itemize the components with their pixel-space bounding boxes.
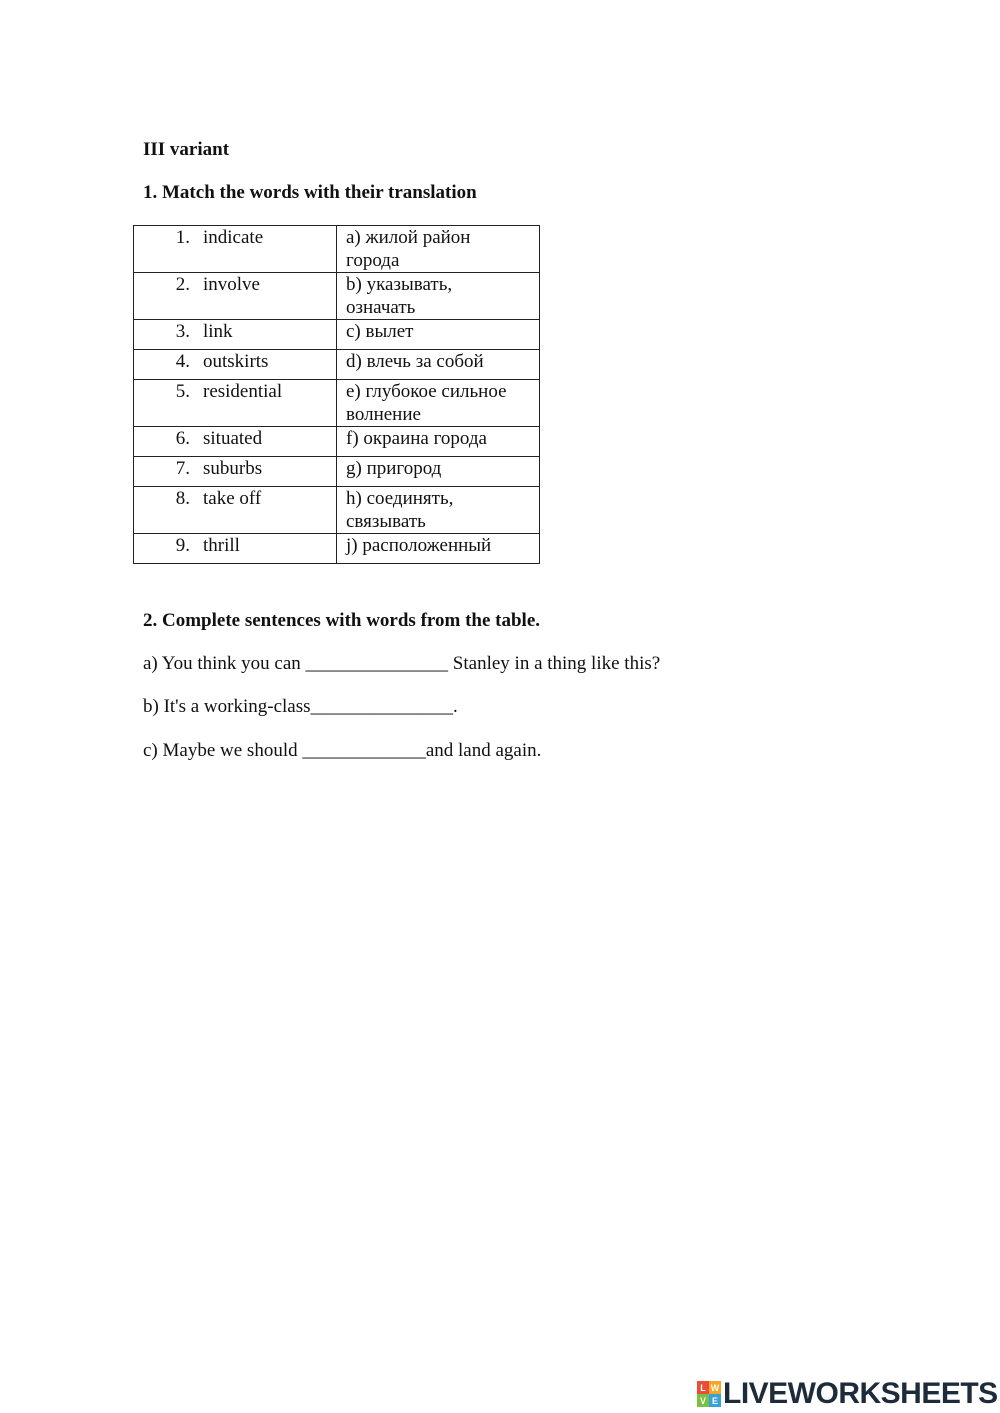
translation-line: a) жилой район [346, 227, 471, 248]
task2-title: 2. Complete sentences with words from the table. [143, 610, 541, 631]
translation-line: h) соединять, [346, 488, 454, 509]
word-text: take off [203, 488, 262, 509]
task1-title: 1. Match the words with their translation [143, 182, 477, 203]
translation-line: связывать [346, 511, 426, 532]
table-row [134, 457, 540, 487]
translation-cell [337, 487, 540, 534]
translation-cell [337, 534, 540, 564]
word-number: 2. [175, 274, 190, 295]
translation-line: d) влечь за собой [346, 351, 484, 372]
word-number: 5. [175, 381, 190, 402]
logo-tile: W [710, 1382, 720, 1393]
word-cell [134, 320, 337, 350]
translation-line: означать [346, 297, 416, 318]
logo-text: LIVEWORKSHEETS [723, 1377, 998, 1410]
translation-cell [337, 226, 540, 273]
translation-cell [337, 427, 540, 457]
translation-line: b) указывать, [346, 274, 453, 295]
word-text: outskirts [203, 351, 269, 372]
translation-cell [337, 273, 540, 320]
table-row [134, 380, 540, 427]
word-text: thrill [203, 535, 240, 556]
logo-tile: V [697, 1394, 709, 1407]
logo-mark-icon [697, 1381, 721, 1407]
sentence-a: a) You think you can _______________ Stanley in a thing like this? [143, 653, 661, 674]
logo-tile: E [709, 1394, 721, 1407]
translation-line: f) окраина города [346, 428, 487, 449]
translation-line: j) расположенный [346, 535, 492, 556]
translation-line: g) пригород [346, 458, 442, 479]
word-text: involve [203, 274, 260, 295]
liveworksheets-logo [697, 1378, 998, 1410]
table-row [134, 226, 540, 273]
table-row [134, 320, 540, 350]
word-cell [134, 350, 337, 380]
translation-cell [337, 350, 540, 380]
word-text: indicate [203, 227, 264, 248]
word-number: 7. [175, 458, 190, 479]
word-text: link [203, 321, 233, 342]
word-number: 9. [175, 535, 190, 556]
logo-tile: L [697, 1381, 709, 1394]
word-number: 8. [175, 488, 190, 509]
translation-line: e) глубокое сильное [346, 381, 507, 402]
word-cell [134, 273, 337, 320]
sentence-c: c) Maybe we should _____________and land again. [143, 740, 542, 761]
table-row [134, 534, 540, 564]
sentence-b: b) It's a working-class_______________. [143, 696, 458, 717]
translation-line: c) вылет [346, 321, 414, 342]
word-text: suburbs [203, 458, 263, 479]
matching-table [133, 225, 540, 564]
word-number: 4. [175, 351, 190, 372]
translation-line: города [346, 250, 400, 271]
word-cell [134, 226, 337, 273]
word-cell [134, 427, 337, 457]
word-cell [134, 534, 337, 564]
table-row [134, 427, 540, 457]
word-cell [134, 457, 337, 487]
word-text: situated [203, 428, 263, 449]
translation-cell [337, 320, 540, 350]
table-row [134, 487, 540, 534]
word-number: 3. [175, 321, 190, 342]
word-cell [134, 487, 337, 534]
word-text: residential [203, 381, 283, 402]
translation-line: волнение [346, 404, 421, 425]
translation-cell [337, 380, 540, 427]
word-cell [134, 380, 337, 427]
variant-title: III variant [143, 139, 230, 160]
word-number: 1. [175, 227, 190, 248]
table-row [134, 273, 540, 320]
translation-cell [337, 457, 540, 487]
table-row [134, 350, 540, 380]
word-number: 6. [175, 428, 190, 449]
